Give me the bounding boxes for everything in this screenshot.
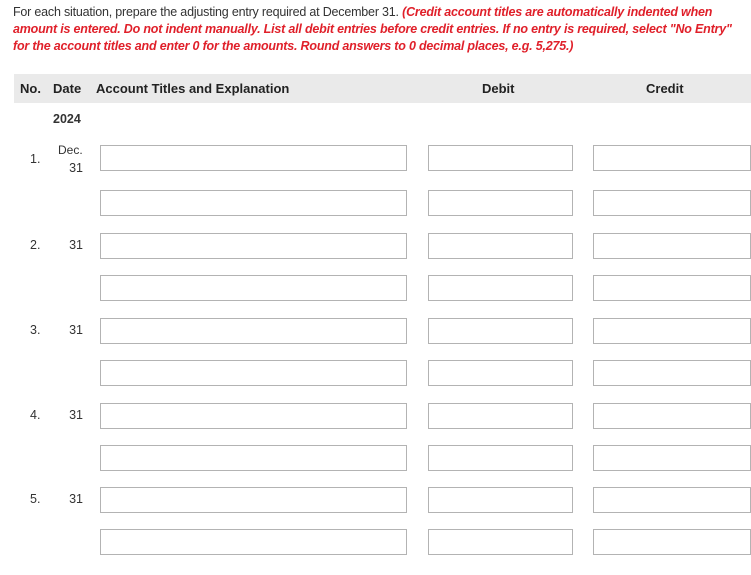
instructions-text: For each situation, prepare the adjusting entry required at December 31. [13,5,403,19]
year-label: 2024 [53,112,81,126]
debit-input[interactable] [428,275,573,301]
entry-day: 31 [69,492,83,506]
instructions [13,4,738,55]
account-title-input[interactable] [100,233,407,259]
credit-input[interactable] [593,233,751,259]
credit-input[interactable] [593,318,751,344]
debit-input[interactable] [428,233,573,259]
instructions-emphasis: (Credit account titles are automatically indented when amount is entered. Do not indent manually. List all debit entries before credit entries. If no entry is required, select "No Entry" for the account titles and enter 0 for the amounts. Round answers to 0 decimal places, e.g. 5,275.) [13,5,732,53]
entry-number: 5. [30,492,41,506]
account-title-input[interactable] [100,403,407,429]
credit-input[interactable] [593,529,751,555]
entry-day: 31 [69,408,83,422]
header-account: Account Titles and Explanation [96,81,290,96]
debit-input[interactable] [428,487,573,513]
credit-input[interactable] [593,487,751,513]
entry-day: 31 [69,323,83,337]
account-title-input[interactable] [100,445,407,471]
account-title-input[interactable] [100,529,407,555]
account-title-input[interactable] [100,190,407,216]
entry-day: 31 [69,161,83,175]
entry-number: 1. [30,152,41,166]
entry-month: Dec. [58,143,83,157]
account-title-input[interactable] [100,487,407,513]
credit-input[interactable] [593,145,751,171]
account-title-input[interactable] [100,275,407,301]
debit-input[interactable] [428,145,573,171]
entry-number: 3. [30,323,41,337]
entry-number: 2. [30,238,41,252]
credit-input[interactable] [593,445,751,471]
credit-input[interactable] [593,360,751,386]
debit-input[interactable] [428,190,573,216]
debit-input[interactable] [428,360,573,386]
table-header [14,74,751,103]
header-no: No. [20,81,41,96]
header-credit: Credit [646,81,684,96]
account-title-input[interactable] [100,145,407,171]
entry-day: 31 [69,238,83,252]
header-date: Date [53,81,82,96]
credit-input[interactable] [593,403,751,429]
header-debit: Debit [482,81,515,96]
account-title-input[interactable] [100,318,407,344]
debit-input[interactable] [428,529,573,555]
entry-number: 4. [30,408,41,422]
debit-input[interactable] [428,403,573,429]
account-title-input[interactable] [100,360,407,386]
debit-input[interactable] [428,445,573,471]
credit-input[interactable] [593,190,751,216]
debit-input[interactable] [428,318,573,344]
credit-input[interactable] [593,275,751,301]
